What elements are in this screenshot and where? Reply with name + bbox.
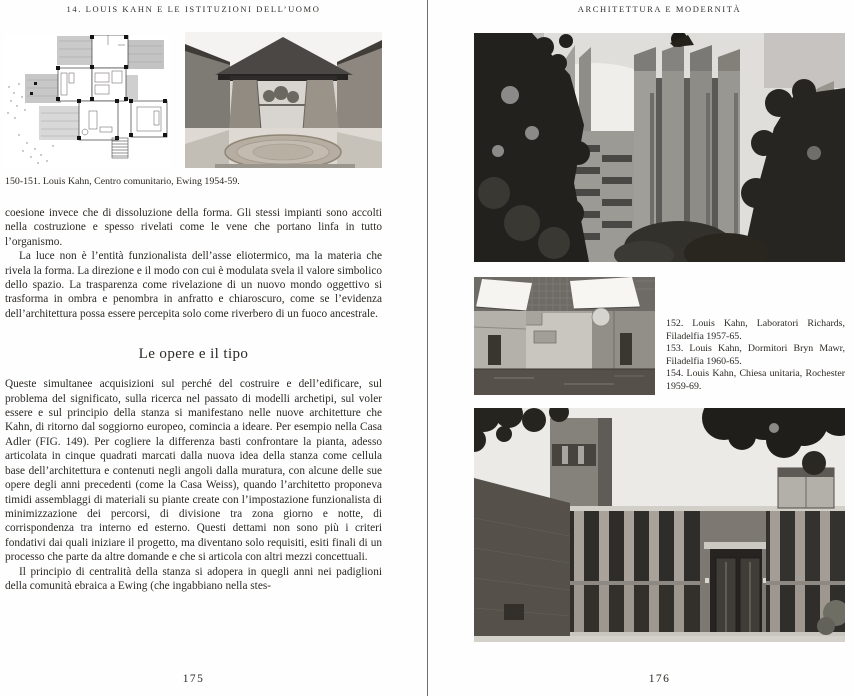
paragraph: coesione invece che di dissoluzione della forma. Gli stessi impianti sono accolti nella costruzione e spesso rivelati come le vene che portano linfa in tutto l’organismo. [5,207,382,248]
caption-item: 154. Louis Kahn, Chiesa unitaria, Rochester 1959-69. [666,368,845,392]
figure-richards-towers-photo [474,33,845,262]
page-number-right: 176 [648,673,671,685]
page-divider [427,0,428,696]
unitarian-church-illustration [474,408,845,642]
figure-floor-plan [5,35,170,168]
paragraph: Il principio di centralità della stanza si adopera in quegli anni nei padiglioni della comunità ebraica a Ewing (che ingabbiano nella stes- [5,565,382,592]
captions-right [666,318,845,393]
ewing-interior-illustration [185,32,382,168]
figure-erdman-interior-photo [474,277,655,395]
running-head-left: 14. LOUIS KAHN E LE ISTITUZIONI DELL’UOMO [66,4,321,14]
figure-ewing-interior-photo [185,32,382,168]
body-text-left [5,206,382,593]
richards-towers-illustration [474,33,845,262]
figure-caption-left: 150-151. Louis Kahn, Centro comunitario, Ewing 1954-59. [5,176,240,187]
running-head-right: ARCHITETTURA E MODERNITÀ [577,4,742,14]
figure-unitarian-church-photo [474,408,845,642]
paragraph: Queste simultanee acquisizioni sul perché del costruire e dell’edificare, sul problema del significato, sulla ricerca nel passato di modelli archetipi, sul voler essere e sul principio della stanza si manifestano nelle nuove architetture che Kahn, di ritorno dal soggiorno europeo, comincia a ideare. Per esempio nella Casa Adler (FIG. 149). Per cogliere la differenza basti confrontare la pianta, adesso articolata in cinque quadrati marcati dalla nuova idea della stanza come cellula base dell’architettura e contenuti negli angoli dalla muratura, con alcune delle sue opere degli anni precedenti (come la Casa Weiss), quando l’architetto proponeva timidi assemblaggi di materiali su piante create con l’impostazione funzionalista di minimizzazione dei percorsi, di divisione tra zona giorno e notte, di corrispondenza tra interno ed esterno. Questi dettami non sono più i criteri fondativi dai quali iniziare il progetto, ma diventano solo requisiti, esiti finali di un processo che parte da altre domande e che si articola con altri mezzi concettuali. [5,378,382,564]
section-heading: Le opere e il tipo [138,346,249,363]
caption-item: 153. Louis Kahn, Dormitori Bryn Mawr, Filadelfia 1960-65. [666,343,845,367]
caption-item: 152. Louis Kahn, Laboratori Richards, Filadelfia 1957-65. [666,318,845,342]
erdman-interior-illustration [474,277,655,395]
page-number-left: 175 [182,673,205,685]
floor-plan-drawing [5,35,170,168]
paragraph: La luce non è l’entità funzionalista dell’asse eliotermico, ma la materia che rivela la forma. La direzione e il modo con cui è modulata svela il valore simbolico dello spazio. La trasparenza come rivelazione di un nuovo mondo oggettivo si trasforma in ombra e penombra in anfratto e chiaroscuro, come se l’evidenza dell’architettura possa essere percepita solo come riverbero di un fuoco ancestrale. [5,250,382,320]
